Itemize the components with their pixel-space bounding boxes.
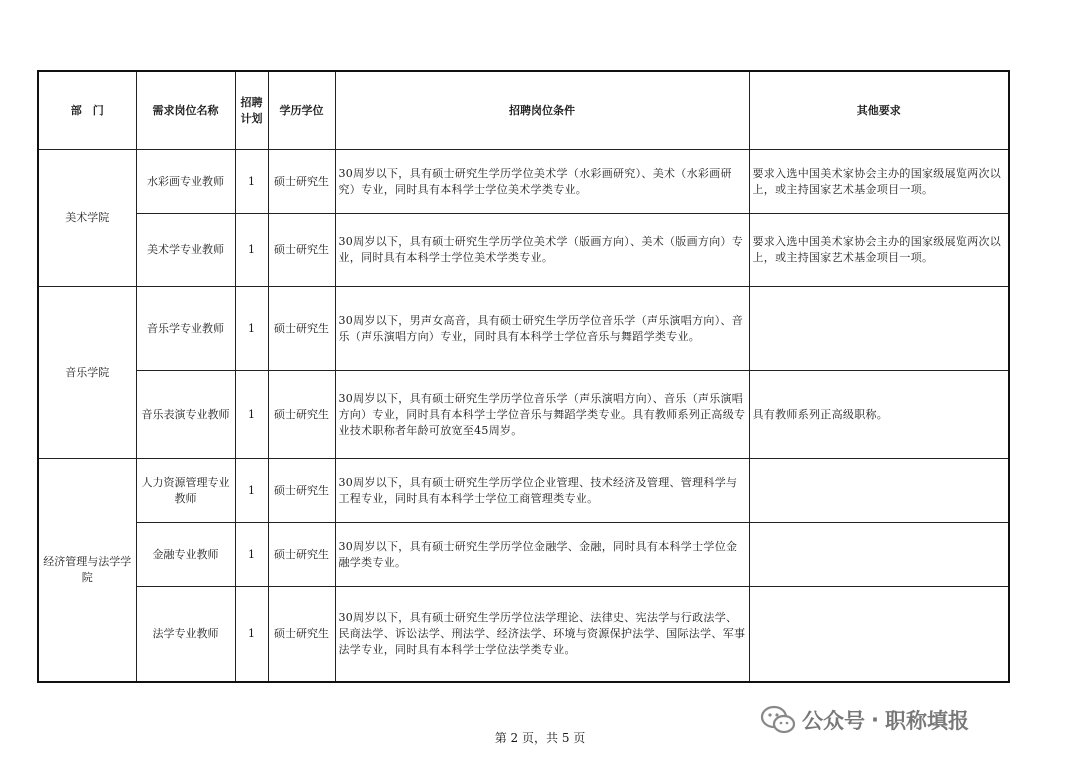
header-dept: 部 门 (38, 71, 136, 150)
cell-position: 水彩画专业教师 (136, 150, 235, 214)
cell-degree: 硕士研究生 (268, 587, 335, 682)
cell-conditions: 30周岁以下，具有硕士研究生学历学位美术学（水彩画研究）、美术（水彩画研究）专业，同时具有本科学士学位美术学类专业。 (335, 150, 749, 214)
cell-dept: 经济管理与法学学院 (38, 459, 136, 682)
cell-other (749, 587, 1009, 682)
cell-plan: 1 (235, 287, 268, 371)
cell-conditions: 30周岁以下，具有硕士研究生学历学位法学理论、法律史、宪法学与行政法学、民商法学、诉讼法学、刑法学、经济法学、环境与资源保护法学、国际法学、军事法学专业，同时具有本科学士学位法学类专业。 (335, 587, 749, 682)
table-row (38, 459, 1009, 523)
watermark-dot: · (871, 708, 879, 732)
cell-degree: 硕士研究生 (268, 371, 335, 459)
cell-degree: 硕士研究生 (268, 523, 335, 587)
watermark-name: 职称填报 (884, 709, 969, 733)
cell-position: 金融专业教师 (136, 523, 235, 587)
cell-other: 具有教师系列正高级职称。 (749, 371, 1009, 459)
cell-degree: 硕士研究生 (268, 150, 335, 214)
cell-position: 人力资源管理专业教师 (136, 459, 235, 523)
cell-plan: 1 (235, 587, 268, 682)
header-degree: 学历学位 (268, 71, 335, 150)
cell-degree: 硕士研究生 (268, 214, 335, 287)
cell-plan: 1 (235, 150, 268, 214)
table-row (38, 523, 1009, 587)
table-row (38, 371, 1009, 459)
cell-position: 法学专业教师 (136, 587, 235, 682)
cell-dept: 音乐学院 (38, 287, 136, 459)
cell-degree: 硕士研究生 (268, 287, 335, 371)
cell-plan: 1 (235, 214, 268, 287)
header-conditions: 招聘岗位条件 (335, 71, 749, 150)
recruitment-table (37, 70, 1010, 683)
cell-plan: 1 (235, 523, 268, 587)
header-plan: 招聘计划 (235, 71, 268, 150)
cell-other: 要求入选中国美术家协会主办的国家级展览两次以上，或主持国家艺术基金项目一项。 (749, 214, 1009, 287)
cell-other (749, 287, 1009, 371)
cell-plan: 1 (235, 459, 268, 523)
header-other: 其他要求 (749, 71, 1009, 150)
cell-other: 要求入选中国美术家协会主办的国家级展览两次以上，或主持国家艺术基金项目一项。 (749, 150, 1009, 214)
cell-plan: 1 (235, 371, 268, 459)
table-row (38, 214, 1009, 287)
header-position: 需求岗位名称 (136, 71, 235, 150)
cell-dept: 美术学院 (38, 150, 136, 287)
cell-conditions: 30周岁以下，具有硕士研究生学历学位美术学（版画方向）、美术（版画方向）专业，同时具有本科学士学位美术学类专业。 (335, 214, 749, 287)
cell-position: 美术学专业教师 (136, 214, 235, 287)
table-header-row (38, 71, 1009, 150)
watermark-account: 公众号 (802, 709, 865, 733)
table-row (38, 150, 1009, 214)
cell-conditions: 30周岁以下，具有硕士研究生学历学位企业管理、技术经济及管理、管理科学与工程专业，同时具有本科学士学位工商管理类专业。 (335, 459, 749, 523)
cell-conditions: 30周岁以下，男声女高音，具有硕士研究生学历学位音乐学（声乐演唱方向）、音乐（声乐演唱方向）专业，同时具有本科学士学位音乐与舞蹈学类专业。 (335, 287, 749, 371)
cell-other (749, 523, 1009, 587)
cell-position: 音乐表演专业教师 (136, 371, 235, 459)
page-footer: 第 2 页，共 5 页 (494, 731, 586, 745)
cell-conditions: 30周岁以下，具有硕士研究生学历学位金融学、金融，同时具有本科学士学位金融学类专业。 (335, 523, 749, 587)
cell-degree: 硕士研究生 (268, 459, 335, 523)
table-row (38, 287, 1009, 371)
cell-other (749, 459, 1009, 523)
cell-position: 音乐学专业教师 (136, 287, 235, 371)
cell-conditions: 30周岁以下，具有硕士研究生学历学位音乐学（声乐演唱方向）、音乐（声乐演唱方向）专业，同时具有本科学士学位音乐与舞蹈学类专业。具有教师系列正高级专业技术职称者年龄可放宽至45周岁。 (335, 371, 749, 459)
table-row (38, 587, 1009, 682)
